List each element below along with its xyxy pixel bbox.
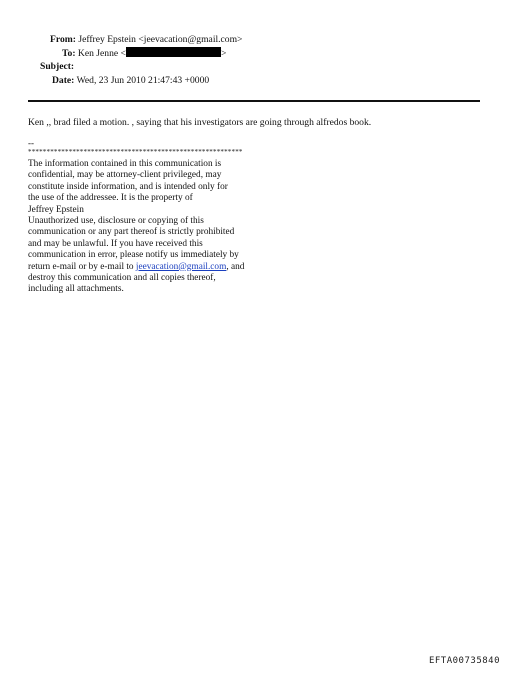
disclaimer-line: Unauthorized use, disclosure or copying of this bbox=[28, 216, 204, 227]
disclaimer-line: including all attachments. bbox=[28, 284, 124, 295]
to-value-suffix: > bbox=[220, 48, 227, 59]
signature-dash: -- bbox=[28, 138, 34, 148]
to-label: To: bbox=[62, 48, 76, 59]
email-body: Ken ,, brad filed a motion. , saying that his investigators are going through alfredos book. bbox=[28, 117, 372, 128]
to-row bbox=[62, 47, 226, 60]
subject-row bbox=[40, 61, 74, 73]
email-link[interactable]: jeevacation@gmail.com bbox=[135, 261, 227, 272]
date-label: Date: bbox=[52, 75, 75, 86]
disclaimer-line: The information contained in this communication is bbox=[28, 159, 222, 169]
disclaimer-line: and may be unlawful. If you have received this bbox=[28, 238, 203, 249]
from-value: Jeffrey Epstein <jeevacation@gmail.com> bbox=[78, 34, 243, 45]
disclaimer-line-with-link bbox=[28, 262, 288, 273]
subject-label: Subject: bbox=[40, 61, 75, 72]
disclaimer-line: destroy this communication and all copies thereof, bbox=[28, 273, 216, 284]
disclaimer-line: constitute inside information, and is intended only for bbox=[28, 181, 228, 192]
from-row bbox=[50, 34, 242, 46]
from-label: From: bbox=[50, 34, 76, 45]
to-value-prefix: Ken Jenne < bbox=[77, 48, 126, 59]
date-value: Wed, 23 Jun 2010 21:47:43 +0000 bbox=[76, 75, 210, 86]
disclaimer bbox=[28, 159, 288, 296]
signature-stars: ********************************************************** bbox=[28, 148, 243, 156]
date-row bbox=[52, 75, 209, 87]
disclaimer-line: confidential, may be attorney-client privileged, may bbox=[28, 170, 222, 181]
disclaimer-text: return e-mail or by e-mail to bbox=[28, 261, 136, 272]
disclaimer-line: communication or any part thereof is strictly prohibited bbox=[28, 227, 235, 238]
document-id: EFTA00735840 bbox=[428, 656, 500, 666]
disclaimer-line: Jeffrey Epstein bbox=[28, 204, 84, 215]
disclaimer-text: , and bbox=[226, 261, 245, 272]
redaction-bar bbox=[126, 47, 221, 57]
disclaimer-line: communication in error, please notify us immediately by bbox=[28, 250, 239, 261]
disclaimer-line: the use of the addressee. It is the property of bbox=[28, 193, 193, 204]
header-divider bbox=[28, 100, 480, 102]
